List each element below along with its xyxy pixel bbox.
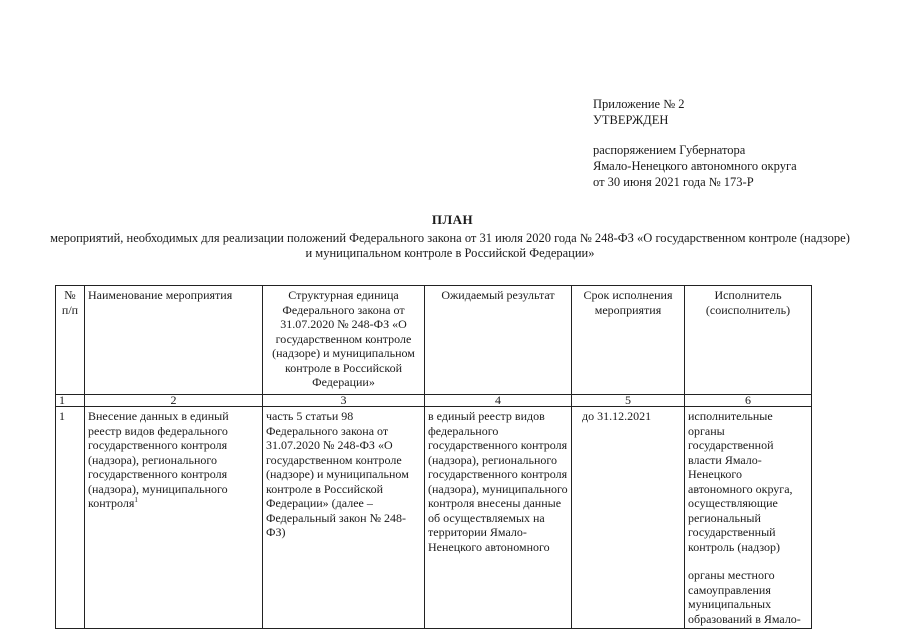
column-number: 3 <box>263 395 425 407</box>
row-result: в единый реестр видов федерального государственного контроля (надзора), регионального государственного контроля (надзора), муниципального контроля внесены данные об осуществляемых на территории Ямало-Ненецкого автономного <box>425 407 572 629</box>
header-executor: Исполнитель (соисполнитель) <box>685 286 812 395</box>
approval-block <box>593 96 797 190</box>
row-action-text: Внесение данных в единый реестр видов федерального государственного контроля (надзора), регионального государственного контроля (надзора), муниципального контроля <box>88 409 229 510</box>
column-number: 5 <box>572 395 685 407</box>
footnote-mark: 1 <box>134 496 138 504</box>
header-result: Ожидаемый результат <box>425 286 572 395</box>
spacer <box>688 554 808 568</box>
approved-label: УТВЕРЖДЕН <box>593 113 669 127</box>
row-law-unit: часть 5 статьи 98 Федерального закона от 31.07.2020 № 248-ФЗ «О государственном контроле (надзоре) и муниципальном контроле в Российской Федерации» (далее – Федеральный закон № 248-ФЗ) <box>263 407 425 629</box>
row-executor-secondary: органы местного самоуправления муниципальных образований в Ямало- <box>688 568 801 626</box>
header-number: № п/п <box>56 286 85 395</box>
row-number: 1 <box>56 407 85 629</box>
header-deadline: Срок исполнения мероприятия <box>572 286 685 395</box>
table-header-row <box>56 286 812 395</box>
header-law-unit: Структурная единица Федерального закона от 31.07.2020 № 248-ФЗ «О государственном контроле (надзоре) и муниципальном контроле в Российской Федерации» <box>263 286 425 395</box>
column-number: 6 <box>685 395 812 407</box>
column-number-row <box>56 395 812 407</box>
row-executor <box>685 407 812 629</box>
appendix-number: Приложение № 2 <box>593 97 685 111</box>
plan-table <box>55 285 812 629</box>
plan-subtitle: мероприятий, необходимых для реализации положений Федерального закона от 31 июля 2020 года № 248-ФЗ «О государственном контроле (надзоре) и муниципальном контроле в Российской Федерации» <box>50 231 850 260</box>
row-executor-primary: исполнительные органы государственной власти Ямало-Ненецкого автономного округа, осуществляющие региональный государственный контроль (надзор) <box>688 409 793 554</box>
table-row <box>56 407 812 629</box>
column-number: 1 <box>56 395 85 407</box>
approval-date-line: от 30 июня 2021 года № 173-Р <box>593 175 754 189</box>
column-number: 4 <box>425 395 572 407</box>
header-action: Наименование мероприятия <box>85 286 263 395</box>
column-number: 2 <box>85 395 263 407</box>
plan-title: ПЛАН <box>431 212 474 227</box>
row-deadline: до 31.12.2021 <box>572 407 685 629</box>
spacer <box>593 128 797 142</box>
approval-region-line: Ямало-Ненецкого автономного округа <box>593 159 797 173</box>
row-action <box>85 407 263 629</box>
approval-order-line: распоряжением Губернатора <box>593 143 746 157</box>
